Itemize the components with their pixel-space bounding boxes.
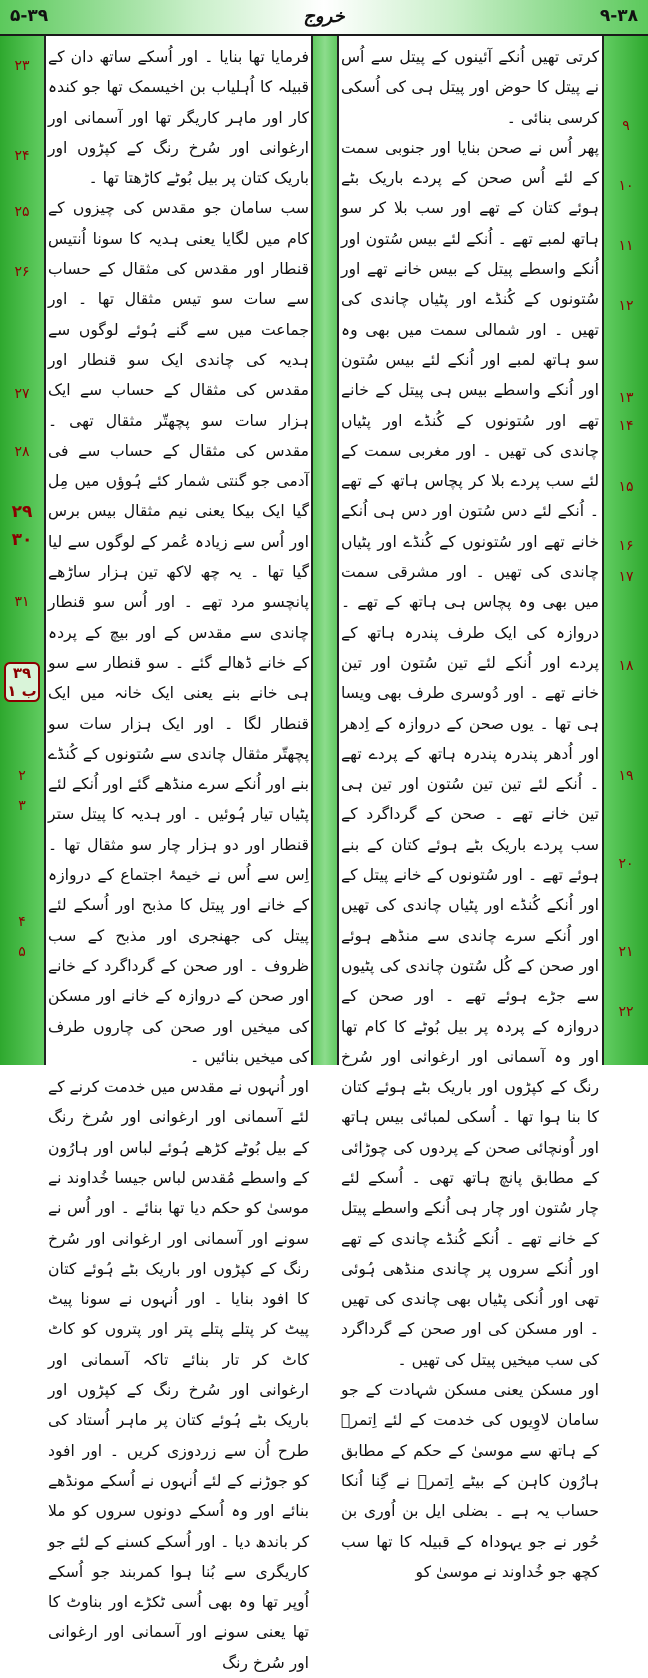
- verse-number: ۱۶: [618, 538, 634, 554]
- verse-number: ۲۵: [14, 204, 30, 220]
- verse-number: ۱۴: [618, 418, 634, 434]
- verse-text: پھر اُس نے صحن بنایا اور جنوبی سمت کے لئے اُس صحن کے پردے باریک بٹے ہوئے کتان کے تھے اور سب بلا کر سو ہاتھ لمبے تھے ۔ اُنکے لئے بیس سُتون اور اُنکے واسطے پیتل کے بیس خانے تھے اور سُتونوں کے کُنڈے اور پٹیاں چاندی کی تھیں ۔ اور شمالی سمت میں بھی وہ سو ہاتھ لمبے اور اُنکے لئے بیس سُتون اور اُنکے واسطے بیس ہی پیتل کے خانے تھے اور سُتونوں کے کُنڈے اور پٹیاں چاندی کی تھیں ۔ اور مغربی سمت کے لئے سب پردے بلا کر پچاس ہاتھ کے تھے ۔ اُنکے لئے دس سُتون اور دس ہی اُنکے خانے تھے اور سُتونوں کے کُنڈے اور پٹیاں چاندی کی تھیں ۔ اور مشرقی سمت میں بھی وہ پچاس ہی ہاتھ کے تھے ۔ دروازہ کی ایک طرف پندرہ ہاتھ کے پردے اور اُنکے لئے تین سُتون اور تین خانے تھے ۔ اور دُوسری طرف بھی ویسا ہی تھا ۔ یوں صحن کے دروازہ کے اِدھر اور اُدھر پندرہ پندرہ ہاتھ کے پردے تھے ۔ اُنکے لئے تین تین سُتون اور تین ہی تین خانے تھے ۔ صحن کے گرداگرد کے سب پردے باریک بٹے ہوئے کتان کے بنے ہوئے تھے ۔ اور سُتونوں کے خانے پیتل کے اور اُنکے کُنڈے اور پٹیاں چاندی کی تھیں اور اُنکے سرے چاندی سے منڈھے ہوئے اور صحن کے کُل سُتون چاندی کی پٹیوں سے جڑے ہوئے تھے ۔ اور صحن کے دروازہ کے پردہ پر بیل بُوٹے کا کام تھا اور وہ آسمانی اور ارغوانی اور سُرخ رنگ کے کپڑوں اور باریک بٹے ہوئے کتان کا بنا ہوا تھا ۔ اُسکی لمبائی بیس ہاتھ اور اُونچائی صحن کے پردوں کی چوڑائی کے مطابق پانچ ہاتھ تھی ۔ اُسکے لئے چار سُتون اور چار ہی اُنکے واسطے پیتل کے خانے تھے ۔ اُنکے کُنڈے چاندی کے تھے اور اُنکے سروں پر چاندی منڈھی ہُوئی تھی اور اُنکی پٹیاں بھی چاندی کی تھیں ۔ اور مسکن کی اور صحن کے گرداگرد کی سب میخیں پیتل کی تھیں ۔: [341, 138, 599, 1369]
- verse-number: ۹: [622, 118, 630, 134]
- verse-number: ۳۱: [14, 594, 30, 610]
- verse-number: ۳۰: [11, 530, 33, 550]
- verse-text: اور مسکن یعنی مسکن شہادت کے جو سامان لاوِیوں کی خدمت کے لئے اِتمرؔ کے ہاتھ سے موسیٰ کے حکم کے مطابق ہارُون کاہن کے بیٹے اِتمرؔ نے گِنا اُنکا حساب یہ ہے ۔ بضلی ایل بن اُوری بن حُور نے جو یہوداہ کے قبیلہ کا تھا سب کچھ جو خُداوند نے موسیٰ کو: [341, 1381, 599, 1581]
- left-verse-gutter: [0, 36, 44, 1065]
- right-page-range: ۹-۳۸: [599, 6, 638, 26]
- column-divider: [311, 36, 313, 1065]
- verse-number: ۲۲: [618, 1004, 634, 1020]
- chapter-marker: ۳۹ ب ۱: [4, 662, 40, 702]
- verse-number: ۲۳: [14, 58, 30, 74]
- verse-number: ۲۰: [618, 856, 634, 872]
- verse-number: ۴: [18, 914, 26, 930]
- verse-number: ۲۱: [618, 944, 634, 960]
- column-divider: [44, 36, 46, 1065]
- verse-text: فرمایا تھا بنایا ۔ اور اُسکے ساتھ دان کے قبیلہ کا اُہلیاب بن اخیسمک تھا جو کندہ کار اور ماہر کاریگر تھا اور آسمانی اور ارغوانی اور سُرخ رنگ کے کپڑوں اور باریک کتان پر بیل بُوٹے کاڑھتا تھا ۔: [48, 48, 309, 188]
- verse-number: ۳: [18, 798, 26, 814]
- verse-number: ۵: [18, 944, 26, 960]
- verse-number: ۲: [18, 768, 26, 784]
- verse-number: ۲۶: [14, 264, 30, 280]
- verse-text: سب سامان جو مقدس کی چیزوں کے کام میں لگایا یعنی ہدیہ کا سونا اُنتیس قنطار اور مقدس کی مثقال کے حساب سے سات سو تیس مثقال تھا ۔ اور جماعت میں سے گنے ہُوئے لوگوں سے ہدیہ کی چاندی ایک سو قنطار اور مقدس کی مثقال کے حساب سے ایک ہزار سات سو پچھتّر مثقال تھی ۔ مقدس کی مثقال کے حساب سے فی آدمی جو گنتی شمار کئے ہُوؤں میں مِل گیا ایک بیکا یعنی نیم مثقال بیس برس اور اُس سے زیادہ عُمر کے لوگوں سے لیا گیا تھا ۔ یہ چھ لاکھ تین ہزار ساڑھے پانچسو مرد تھے ۔ اور اُس سو قنطار چاندی سے مقدس کے اور بیچ کے پردہ کے خانے ڈھالے گئے ۔ سو قنطار سے سو ہی خانے بنے یعنی ایک خانہ میں ایک قنطار لگا ۔ اور ایک ہزار سات سو پچھتّر مثقال چاندی سے سُتونوں کے کُنڈے بنے اور اُنکے سرے منڈھے گئے اور اُنکے لئے پٹیاں تیار ہُوئیں ۔ اور ہدیہ کا پیتل ستر قنطار اور دو ہزار چار سو مثقال تھا ۔ اِس سے اُس نے خیمۂ اجتماع کے دروازہ کے خانے اور پیتل کا مذبح اور اُسکے لئے پیتل کی جھنجری اور مذبح کے سب ظروف ۔ اور صحن کے گرداگرد کے خانے اور صحن کے دروازہ کے خانے اور مسکن کی میخیں اور صحن کی چاروں طرف کی میخیں بنائیں ۔: [48, 199, 309, 1066]
- verse-number: ۲۸: [14, 444, 30, 460]
- left-page-range: ۵-۳۹: [10, 6, 49, 26]
- verse-text: اور اُنہوں نے مقدس میں خدمت کرنے کے لئے آسمانی اور ارغوانی اور سُرخ رنگ کے بیل بُوٹے کڑھے ہُوئے لباس اور ہارُون کے واسطے مُقدس لباس جیسا خُداوند نے موسیٰ کو حکم دیا تھا بنائے ۔ اور اُس نے سونے اور آسمانی اور ارغوانی اور سُرخ رنگ کے کپڑوں اور باریک بٹے ہُوئے کتان کا افود بنایا ۔ اور اُنہوں نے سونا پیٹ پیٹ کر پتلے پتلے پتر اور پتروں کو کاٹ کاٹ کر تار بنائے تاکہ آسمانی اور ارغوانی اور سُرخ رنگ کے کپڑوں اور باریک بٹے ہُوئے کتان پر ماہر اُستاد کی طرح اُن سے زردوزی کریں ۔ اور افود کو جوڑنے کے لئے اُنہوں نے اُسکے مونڈھے بنائے اور وہ اُسکے دونوں سروں کو ملا کر باندھ دیا ۔ اور اُسکے کسنے کے لئے جو کاریگری سے بُنا ہوا کمربند جو اُسکے اُوپر تھا وہ بھی اُسی ٹکڑے اور بناوٹ کا تھا یعنی سونے اور آسمانی اور ارغوانی اور سُرخ رنگ: [48, 1078, 309, 1672]
- verse-number: ۲۹: [11, 502, 33, 522]
- center-gutter: [312, 36, 338, 1065]
- verse-number: ۲۴: [14, 148, 30, 164]
- verse-number: ۱۳: [618, 390, 634, 406]
- verse-number: ۲۷: [14, 386, 30, 402]
- right-text-column: [341, 42, 599, 1581]
- verse-number: ۱۰: [618, 178, 634, 194]
- page-header: [0, 0, 648, 36]
- column-divider: [337, 36, 339, 1065]
- verse-number: ۱۵: [618, 479, 634, 495]
- verse-number: ۱۲: [618, 298, 634, 314]
- book-title: خروج: [303, 6, 345, 27]
- verse-number: ۱۷: [618, 569, 634, 585]
- verse-number: ۱۱: [618, 238, 634, 254]
- left-text-column: [48, 42, 309, 1672]
- verse-number: ۱۹: [618, 768, 634, 784]
- verse-text: کرتی تھیں اُنکے آئینوں کے پیتل سے اُس نے پیتل کا حوض اور پیتل ہی کی اُسکی کرسی بنائی ۔: [341, 48, 599, 127]
- verse-number: ۱۸: [618, 658, 634, 674]
